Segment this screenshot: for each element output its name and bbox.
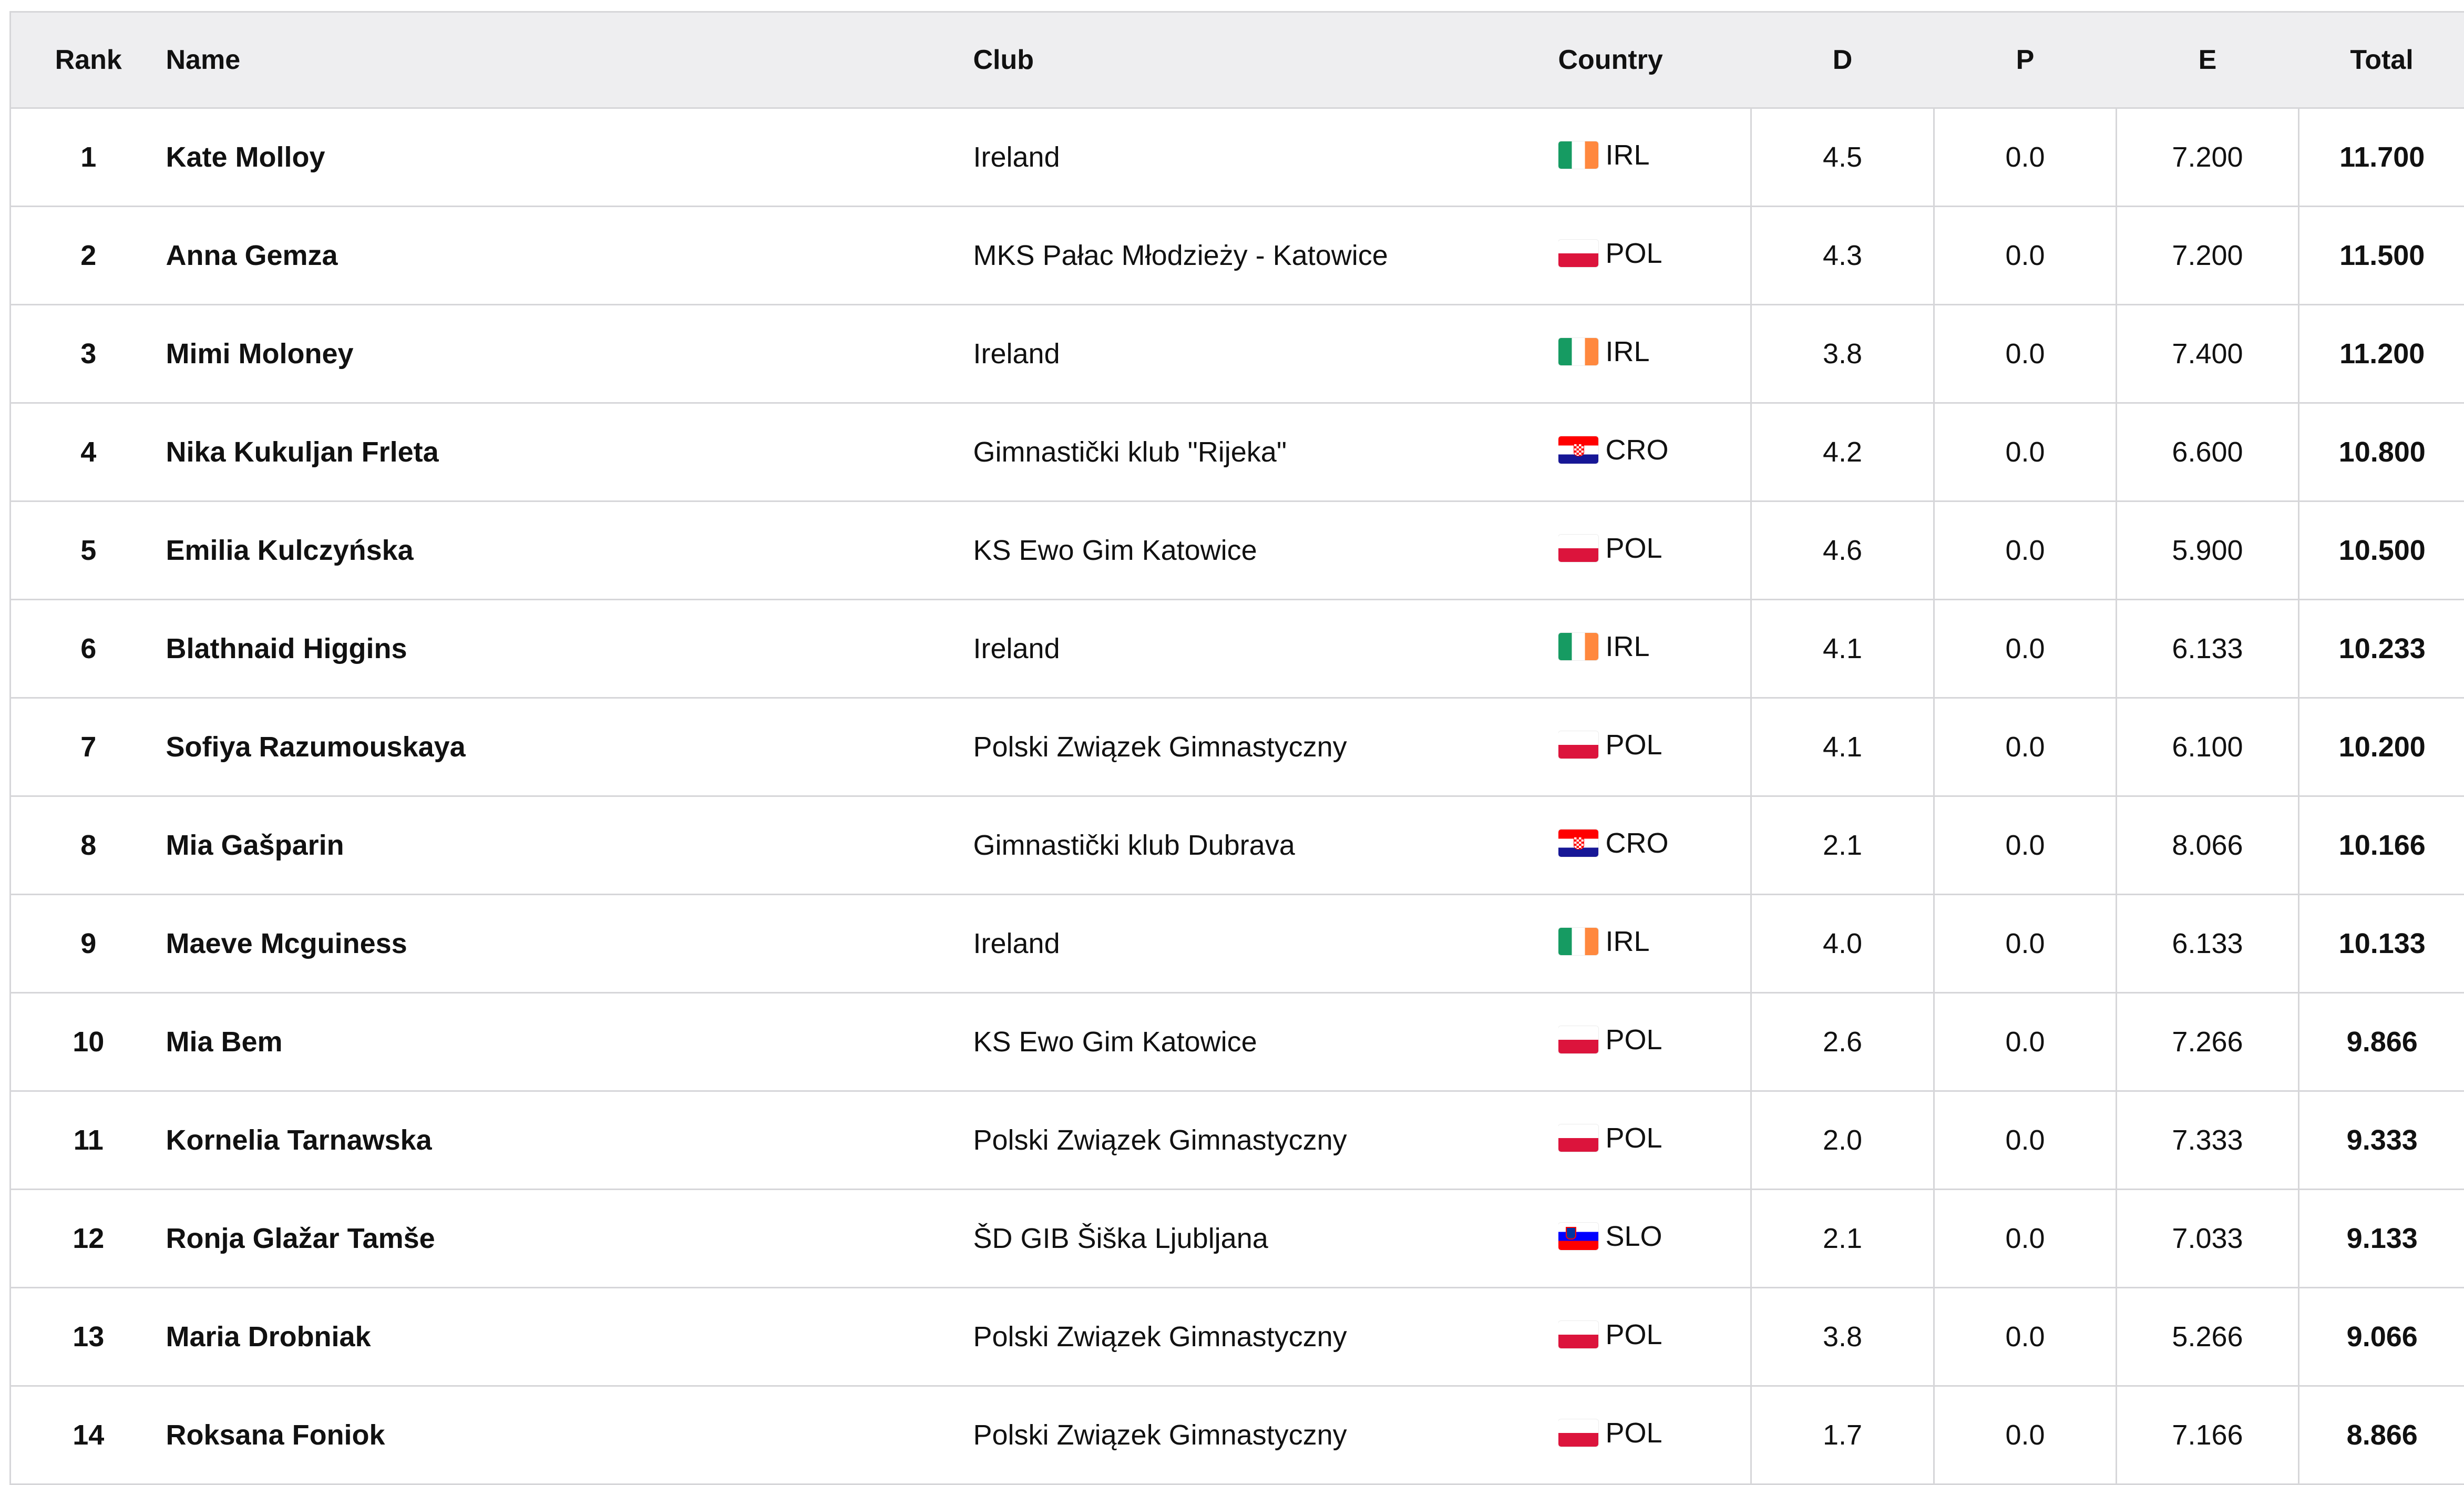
total-score: 10.500 — [2299, 501, 2464, 600]
flag-pol-icon — [1558, 1419, 1598, 1447]
country-code: CRO — [1606, 434, 1669, 466]
country-wrap — [1558, 1417, 1662, 1449]
rank-cell: 1 — [11, 108, 166, 207]
p-score: 0.0 — [1934, 207, 2117, 305]
athlete-name: Mia Gašparin — [166, 796, 973, 895]
total-score: 10.800 — [2299, 403, 2464, 501]
country-code: IRL — [1606, 925, 1650, 958]
column-header-d[interactable]: D — [1751, 12, 1934, 108]
p-score: 0.0 — [1934, 895, 2117, 993]
p-score: 0.0 — [1934, 1288, 2117, 1386]
e-score: 7.200 — [2117, 108, 2299, 207]
total-score: 11.700 — [2299, 108, 2464, 207]
e-score: 7.033 — [2117, 1190, 2299, 1288]
country-cell — [1558, 796, 1751, 895]
flag-crest-icon — [1574, 837, 1584, 849]
total-score: 8.866 — [2299, 1386, 2464, 1484]
country-cell — [1558, 698, 1751, 796]
rank-cell: 7 — [11, 698, 166, 796]
table-row[interactable] — [11, 895, 2464, 993]
country-code: POL — [1606, 237, 1662, 270]
p-score: 0.0 — [1934, 1091, 2117, 1190]
country-code: IRL — [1606, 630, 1650, 663]
athlete-name: Mia Bem — [166, 993, 973, 1091]
country-code: SLO — [1606, 1220, 1662, 1253]
rank-cell: 8 — [11, 796, 166, 895]
flag-pol-icon — [1558, 535, 1598, 562]
e-score: 8.066 — [2117, 796, 2299, 895]
country-cell — [1558, 501, 1751, 600]
country-wrap — [1558, 335, 1650, 368]
table-row[interactable] — [11, 403, 2464, 501]
d-score: 4.1 — [1751, 698, 1934, 796]
athlete-name: Anna Gemza — [166, 207, 973, 305]
e-score: 5.900 — [2117, 501, 2299, 600]
total-score: 11.200 — [2299, 305, 2464, 403]
country-cell — [1558, 305, 1751, 403]
club-name: Ireland — [973, 600, 1558, 698]
club-name: Polski Związek Gimnastyczny — [973, 1288, 1558, 1386]
country-code: IRL — [1606, 335, 1650, 368]
athlete-name: Mimi Moloney — [166, 305, 973, 403]
club-name: Polski Związek Gimnastyczny — [973, 1091, 1558, 1190]
e-score: 5.266 — [2117, 1288, 2299, 1386]
country-cell — [1558, 993, 1751, 1091]
country-wrap — [1558, 630, 1650, 663]
d-score: 4.0 — [1751, 895, 1934, 993]
header-row — [11, 12, 2464, 108]
results-table — [9, 11, 2464, 1485]
table-row[interactable] — [11, 600, 2464, 698]
column-header-total[interactable]: Total — [2299, 12, 2464, 108]
flag-cro-icon — [1558, 436, 1598, 464]
country-wrap — [1558, 827, 1669, 859]
athlete-name: Roksana Foniok — [166, 1386, 973, 1484]
column-header-rank[interactable]: Rank — [11, 12, 166, 108]
table-row[interactable] — [11, 1091, 2464, 1190]
club-name: Ireland — [973, 895, 1558, 993]
d-score: 4.2 — [1751, 403, 1934, 501]
country-cell — [1558, 1288, 1751, 1386]
country-code: POL — [1606, 1417, 1662, 1449]
rank-cell: 5 — [11, 501, 166, 600]
p-score: 0.0 — [1934, 600, 2117, 698]
country-wrap — [1558, 1023, 1662, 1056]
club-name: Ireland — [973, 108, 1558, 207]
total-score: 10.200 — [2299, 698, 2464, 796]
total-score: 9.333 — [2299, 1091, 2464, 1190]
flag-irl-icon — [1558, 928, 1598, 955]
athlete-name: Nika Kukuljan Frleta — [166, 403, 973, 501]
d-score: 2.6 — [1751, 993, 1934, 1091]
total-score: 9.133 — [2299, 1190, 2464, 1288]
p-score: 0.0 — [1934, 1386, 2117, 1484]
e-score: 7.200 — [2117, 207, 2299, 305]
flag-pol-icon — [1558, 1026, 1598, 1053]
country-cell — [1558, 108, 1751, 207]
flag-irl-icon — [1558, 633, 1598, 660]
country-cell — [1558, 207, 1751, 305]
country-cell — [1558, 600, 1751, 698]
e-score: 6.133 — [2117, 895, 2299, 993]
p-score: 0.0 — [1934, 698, 2117, 796]
flag-pol-icon — [1558, 731, 1598, 759]
country-code: IRL — [1606, 139, 1650, 171]
d-score: 4.1 — [1751, 600, 1934, 698]
rank-cell: 11 — [11, 1091, 166, 1190]
country-wrap — [1558, 434, 1669, 466]
p-score: 0.0 — [1934, 403, 2117, 501]
d-score: 2.1 — [1751, 1190, 1934, 1288]
country-wrap — [1558, 1220, 1662, 1253]
table-row[interactable] — [11, 501, 2464, 600]
e-score: 7.166 — [2117, 1386, 2299, 1484]
flag-crest-icon — [1574, 444, 1584, 456]
country-wrap — [1558, 237, 1662, 270]
country-wrap — [1558, 925, 1650, 958]
rank-cell: 13 — [11, 1288, 166, 1386]
club-name: Polski Związek Gimnastyczny — [973, 698, 1558, 796]
table-row[interactable] — [11, 1190, 2464, 1288]
d-score: 4.5 — [1751, 108, 1934, 207]
flag-crest-icon — [1566, 1227, 1576, 1240]
p-score: 0.0 — [1934, 501, 2117, 600]
column-header-name[interactable]: Name — [166, 12, 973, 108]
rank-cell: 3 — [11, 305, 166, 403]
country-wrap — [1558, 1318, 1662, 1351]
country-code: POL — [1606, 1122, 1662, 1154]
rank-cell: 6 — [11, 600, 166, 698]
p-score: 0.0 — [1934, 108, 2117, 207]
club-name: Ireland — [973, 305, 1558, 403]
e-score: 7.400 — [2117, 305, 2299, 403]
total-score: 10.166 — [2299, 796, 2464, 895]
rank-cell: 2 — [11, 207, 166, 305]
column-header-club[interactable]: Club — [973, 12, 1558, 108]
country-cell — [1558, 895, 1751, 993]
d-score: 1.7 — [1751, 1386, 1934, 1484]
country-wrap — [1558, 1122, 1662, 1154]
flag-slo-icon — [1558, 1223, 1598, 1250]
table-header — [11, 12, 2464, 108]
country-cell — [1558, 1091, 1751, 1190]
club-name: KS Ewo Gim Katowice — [973, 501, 1558, 600]
athlete-name: Ronja Glažar Tamše — [166, 1190, 973, 1288]
e-score: 7.266 — [2117, 993, 2299, 1091]
country-code: POL — [1606, 1318, 1662, 1351]
club-name: Polski Związek Gimnastyczny — [973, 1386, 1558, 1484]
club-name: Gimnastički klub "Rijeka" — [973, 403, 1558, 501]
flag-irl-icon — [1558, 141, 1598, 169]
club-name: KS Ewo Gim Katowice — [973, 993, 1558, 1091]
flag-irl-icon — [1558, 338, 1598, 365]
p-score: 0.0 — [1934, 993, 2117, 1091]
country-code: CRO — [1606, 827, 1669, 859]
d-score: 2.1 — [1751, 796, 1934, 895]
column-header-p[interactable]: P — [1934, 12, 2117, 108]
total-score: 10.233 — [2299, 600, 2464, 698]
table-row[interactable] — [11, 796, 2464, 895]
d-score: 3.8 — [1751, 305, 1934, 403]
country-code: POL — [1606, 1023, 1662, 1056]
total-score: 9.066 — [2299, 1288, 2464, 1386]
d-score: 4.3 — [1751, 207, 1934, 305]
p-score: 0.0 — [1934, 796, 2117, 895]
d-score: 3.8 — [1751, 1288, 1934, 1386]
country-code: POL — [1606, 729, 1662, 761]
club-name: ŠD GIB Šiška Ljubljana — [973, 1190, 1558, 1288]
rank-cell: 12 — [11, 1190, 166, 1288]
table-row[interactable] — [11, 108, 2464, 207]
table-row[interactable] — [11, 207, 2464, 305]
country-cell — [1558, 1190, 1751, 1288]
total-score: 9.866 — [2299, 993, 2464, 1091]
flag-pol-icon — [1558, 240, 1598, 267]
p-score: 0.0 — [1934, 1190, 2117, 1288]
rank-cell: 4 — [11, 403, 166, 501]
athlete-name: Blathnaid Higgins — [166, 600, 973, 698]
d-score: 2.0 — [1751, 1091, 1934, 1190]
e-score: 6.600 — [2117, 403, 2299, 501]
rank-cell: 9 — [11, 895, 166, 993]
athlete-name: Kate Molloy — [166, 108, 973, 207]
athlete-name: Emilia Kulczyńska — [166, 501, 973, 600]
p-score: 0.0 — [1934, 305, 2117, 403]
e-score: 6.133 — [2117, 600, 2299, 698]
column-header-country[interactable]: Country — [1558, 12, 1751, 108]
athlete-name: Maeve Mcguiness — [166, 895, 973, 993]
total-score: 10.133 — [2299, 895, 2464, 993]
table-row[interactable] — [11, 1386, 2464, 1484]
total-score: 11.500 — [2299, 207, 2464, 305]
country-wrap — [1558, 729, 1662, 761]
e-score: 7.333 — [2117, 1091, 2299, 1190]
country-cell — [1558, 403, 1751, 501]
athlete-name: Maria Drobniak — [166, 1288, 973, 1386]
table-row[interactable] — [11, 993, 2464, 1091]
table-row[interactable] — [11, 698, 2464, 796]
country-code: POL — [1606, 532, 1662, 565]
athlete-name: Sofiya Razumouskaya — [166, 698, 973, 796]
country-wrap — [1558, 139, 1650, 171]
column-header-e[interactable]: E — [2117, 12, 2299, 108]
athlete-name: Kornelia Tarnawska — [166, 1091, 973, 1190]
table-row[interactable] — [11, 1288, 2464, 1386]
country-wrap — [1558, 532, 1662, 565]
rank-cell: 10 — [11, 993, 166, 1091]
flag-pol-icon — [1558, 1321, 1598, 1348]
rank-cell: 14 — [11, 1386, 166, 1484]
table-row[interactable] — [11, 305, 2464, 403]
country-cell — [1558, 1386, 1751, 1484]
table-body — [11, 108, 2464, 1484]
flag-cro-icon — [1558, 829, 1598, 857]
club-name: Gimnastički klub Dubrava — [973, 796, 1558, 895]
d-score: 4.6 — [1751, 501, 1934, 600]
club-name: MKS Pałac Młodzieży - Katowice — [973, 207, 1558, 305]
e-score: 6.100 — [2117, 698, 2299, 796]
flag-pol-icon — [1558, 1124, 1598, 1152]
